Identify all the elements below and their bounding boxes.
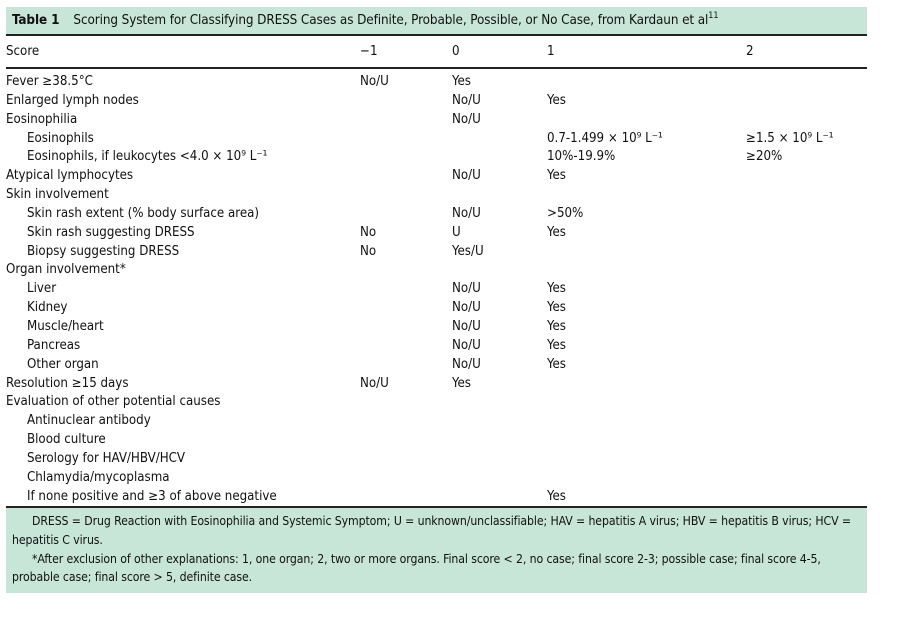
table-row <box>6 375 867 394</box>
cell-score-minus-one: No <box>360 243 377 259</box>
table-row <box>6 280 867 299</box>
row-label: Skin rash suggesting DRESS <box>27 224 195 240</box>
row-label: Evaluation of other potential causes <box>6 394 221 410</box>
cell-score-zero: No/U <box>452 318 481 334</box>
cell-score-zero: Yes <box>452 375 471 391</box>
table-row <box>6 111 867 130</box>
cell-score-zero: Yes/U <box>452 243 484 259</box>
table-row <box>6 318 867 337</box>
table-label: Table 1 <box>12 13 60 28</box>
cell-score-zero: No/U <box>452 168 481 184</box>
cell-score-one: 10%-19.9% <box>547 149 616 165</box>
cell-score-one: Yes <box>547 92 566 108</box>
cell-score-zero: No/U <box>452 111 481 127</box>
cell-score-one: Yes <box>547 488 566 504</box>
row-label: Eosinophils, if leukocytes <4.0 × 10⁹ L⁻¹ <box>27 149 268 165</box>
table-row <box>6 450 867 469</box>
row-label: Chlamydia/mycoplasma <box>27 469 170 485</box>
table-footnote <box>6 508 867 592</box>
table-row <box>6 205 867 224</box>
cell-score-one: >50% <box>547 205 584 221</box>
table-row <box>6 73 867 92</box>
table-row <box>6 167 867 186</box>
cell-score-one: Yes <box>547 318 566 334</box>
table-row <box>6 431 867 450</box>
table-row <box>6 224 867 243</box>
table-row <box>6 469 867 488</box>
table-title-text: Scoring System for Classifying DRESS Cases as Definite, Probable, Possible, or No Case, from Kardaun et al <box>73 13 709 28</box>
row-label: Resolution ≥15 days <box>6 375 129 391</box>
header-two: 2 <box>746 44 754 59</box>
row-label: Organ involvement* <box>6 262 126 278</box>
cell-score-zero: No/U <box>452 300 481 316</box>
row-label: Biopsy suggesting DRESS <box>27 243 180 259</box>
cell-score-minus-one: No/U <box>360 375 389 391</box>
cell-score-two: ≥1.5 × 10⁹ L⁻¹ <box>746 130 834 146</box>
row-label: Muscle/heart <box>27 318 104 334</box>
cell-score-zero: No/U <box>452 92 481 108</box>
table-row <box>6 299 867 318</box>
row-label: Pancreas <box>27 337 81 353</box>
table-title-ref: 11 <box>708 10 719 21</box>
table-row <box>6 488 867 507</box>
table-row <box>6 261 867 280</box>
row-label: Atypical lymphocytes <box>6 168 134 184</box>
row-label: Skin involvement <box>6 187 109 203</box>
cell-score-zero: No/U <box>452 281 481 297</box>
cell-score-one: Yes <box>547 281 566 297</box>
cell-score-one: Yes <box>547 300 566 316</box>
table-row <box>6 393 867 412</box>
row-label: Other organ <box>27 356 99 372</box>
table-row <box>6 92 867 111</box>
cell-score-zero: Yes <box>452 74 471 89</box>
table-row <box>6 186 867 205</box>
cell-score-zero: U <box>452 224 461 240</box>
row-label: Blood culture <box>27 432 106 448</box>
cell-score-one: Yes <box>547 224 566 240</box>
table-row <box>6 243 867 262</box>
cell-score-zero: No/U <box>452 356 481 372</box>
cell-score-one: Yes <box>547 337 566 353</box>
table-container <box>6 7 867 593</box>
row-label: Antinuclear antibody <box>27 413 151 429</box>
cell-score-one: 0.7-1.499 × 10⁹ L⁻¹ <box>547 130 663 146</box>
row-label: Eosinophilia <box>6 111 78 127</box>
table-header-row <box>6 36 867 69</box>
footnote-abbreviations: DRESS = Drug Reaction with Eosinophilia and Systemic Symptom; U = unknown/unclassifiable; HAV = hepatitis A virus; HBV = hepatitis B virus; HCV = hepatitis C virus. <box>12 514 851 547</box>
header-zero: 0 <box>452 44 460 59</box>
header-one: 1 <box>547 44 555 59</box>
cell-score-minus-one: No <box>360 224 377 240</box>
cell-score-two: ≥20% <box>746 149 783 165</box>
row-label: Liver <box>27 281 57 297</box>
row-label: Serology for HAV/HBV/HCV <box>27 450 186 466</box>
footnote-asterisk: *After exclusion of other explanations: 1, one organ; 2, two or more organs. Final score < 2, no case; final score 2-3; possible case; final score 4-5, probable case; final score > 5, definite case. <box>12 551 821 585</box>
table-row <box>6 337 867 356</box>
row-label: Fever ≥38.5°C <box>6 74 93 89</box>
table-row <box>6 412 867 431</box>
table-row <box>6 130 867 149</box>
row-label: Kidney <box>27 300 68 316</box>
table-title-bar <box>6 7 867 36</box>
cell-score-zero: No/U <box>452 337 481 353</box>
row-label: If none positive and ≥3 of above negative <box>27 488 277 504</box>
cell-score-one: Yes <box>547 168 566 184</box>
table-title <box>73 10 719 28</box>
header-minus-one: −1 <box>360 44 378 59</box>
row-label: Eosinophils <box>27 130 94 146</box>
row-label: Enlarged lymph nodes <box>6 92 139 108</box>
table-row <box>6 148 867 167</box>
cell-score-zero: No/U <box>452 205 481 221</box>
header-score: Score <box>6 44 40 59</box>
row-label: Skin rash extent (% body surface area) <box>27 205 260 221</box>
table-row <box>6 356 867 375</box>
cell-score-minus-one: No/U <box>360 74 389 89</box>
table-body <box>6 69 867 506</box>
cell-score-one: Yes <box>547 356 566 372</box>
